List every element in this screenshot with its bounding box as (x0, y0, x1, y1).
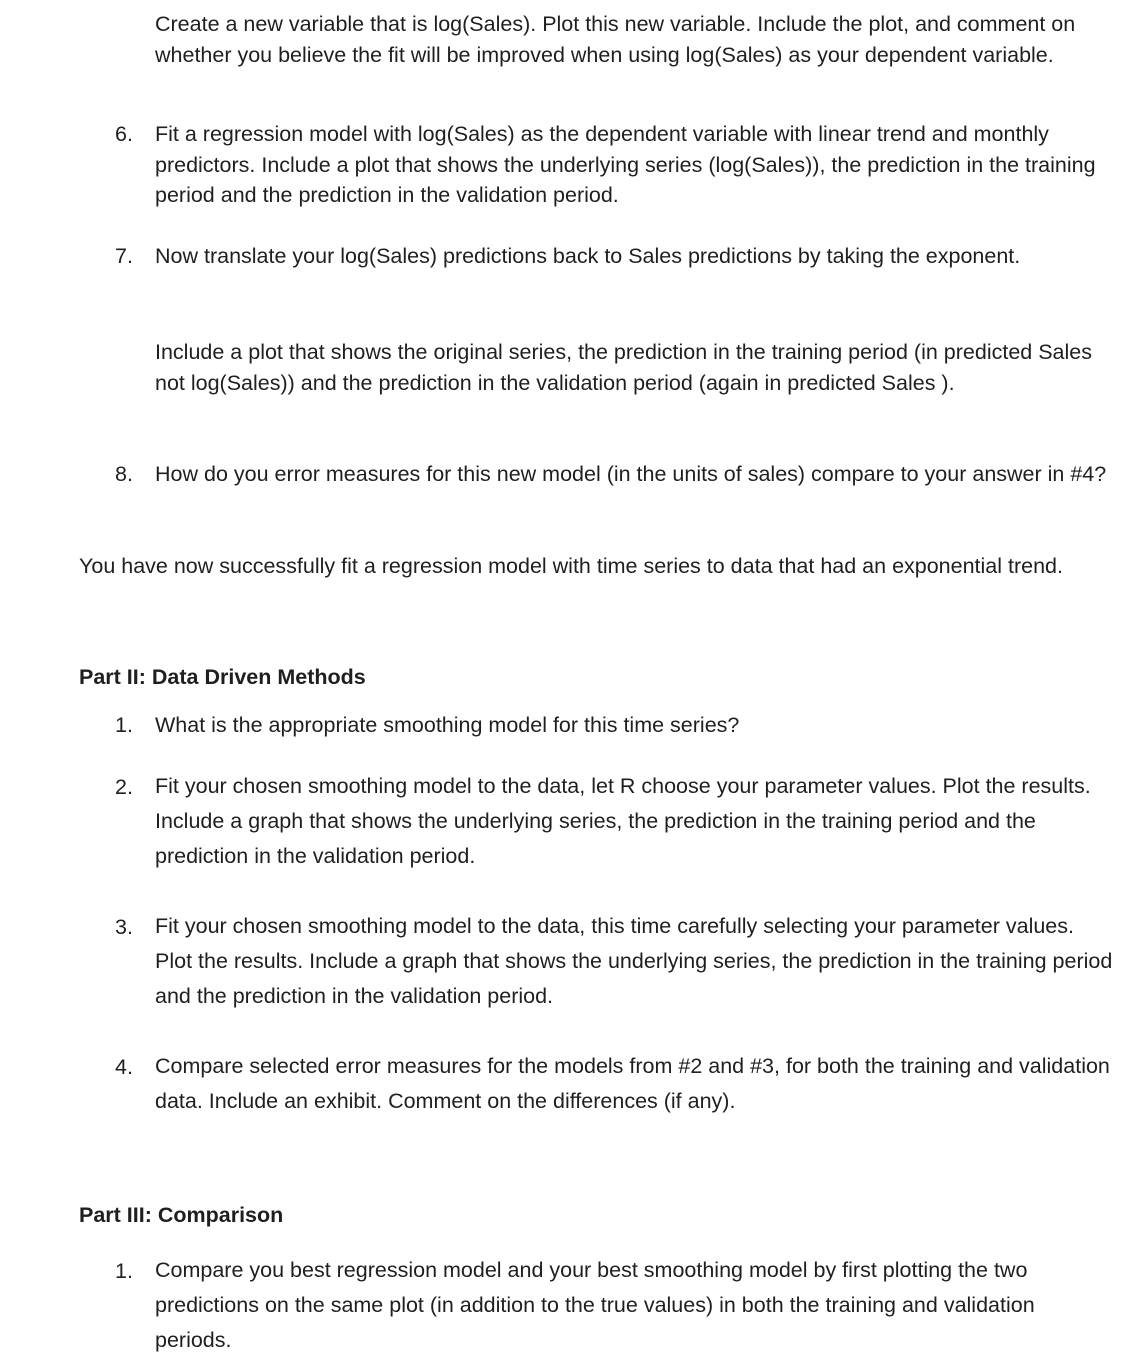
part2-item-number-3: 3. (115, 915, 133, 939)
part2-item-1-text: What is the appropriate smoothing model for this time series? (155, 713, 740, 737)
part2-item-3-text: Fit your chosen smoothing model to the data, this time carefully selecting your parameter values. Plot the results. Include a graph that shows the underlying series, the prediction in the training period and the prediction in the validation period. (155, 914, 1113, 1008)
part3-item-1-text: Compare you best regression model and your best smoothing model by first plotting the two predictions on the same plot (in addition to the true values) in both the training and validation periods. (155, 1258, 1035, 1352)
item-8-text: How do you error measures for this new model (in the units of sales) compare to your answer in #4? (155, 462, 1107, 486)
item-6-text: Fit a regression model with log(Sales) as the dependent variable with linear trend and monthly predictors. Include a plot that shows the underlying series (log(Sales)), the prediction in the training period and the prediction in the validation period. (155, 122, 1096, 207)
part2-item-number-1: 1. (115, 713, 133, 737)
part2-heading: Part II: Data Driven Methods (79, 665, 366, 689)
item-number-6: 6. (115, 122, 133, 146)
closing-paragraph: You have now successfully fit a regression model with time series to data that had an exponential trend. (79, 554, 1063, 578)
item-number-8: 8. (115, 462, 133, 486)
intro-paragraph: Create a new variable that is log(Sales). Plot this new variable. Include the plot, and comment on whether you believe the fit will be improved when using log(Sales) as your dependent variable. (155, 12, 1076, 67)
item-7-text: Now translate your log(Sales) predictions back to Sales predictions by taking the exponent. (155, 244, 1021, 268)
part2-item-number-2: 2. (115, 775, 133, 799)
part2-item-2-text: Fit your chosen smoothing model to the data, let R choose your parameter values. Plot the results. Include a graph that shows the underlying series, the prediction in the training period and the prediction in the validation period. (155, 774, 1091, 868)
part2-item-number-4: 4. (115, 1055, 133, 1079)
part3-heading: Part III: Comparison (79, 1203, 284, 1227)
part3-item-number-1: 1. (115, 1259, 133, 1283)
item-7-extra-text: Include a plot that shows the original series, the prediction in the training period (in predicted Sales not log(Sales)) and the prediction in the validation period (again in predicted Sales ). (155, 340, 1092, 395)
item-number-7: 7. (115, 244, 133, 268)
part2-item-4-text: Compare selected error measures for the models from #2 and #3, for both the training and validation data. Include an exhibit. Comment on the differences (if any). (155, 1054, 1110, 1113)
